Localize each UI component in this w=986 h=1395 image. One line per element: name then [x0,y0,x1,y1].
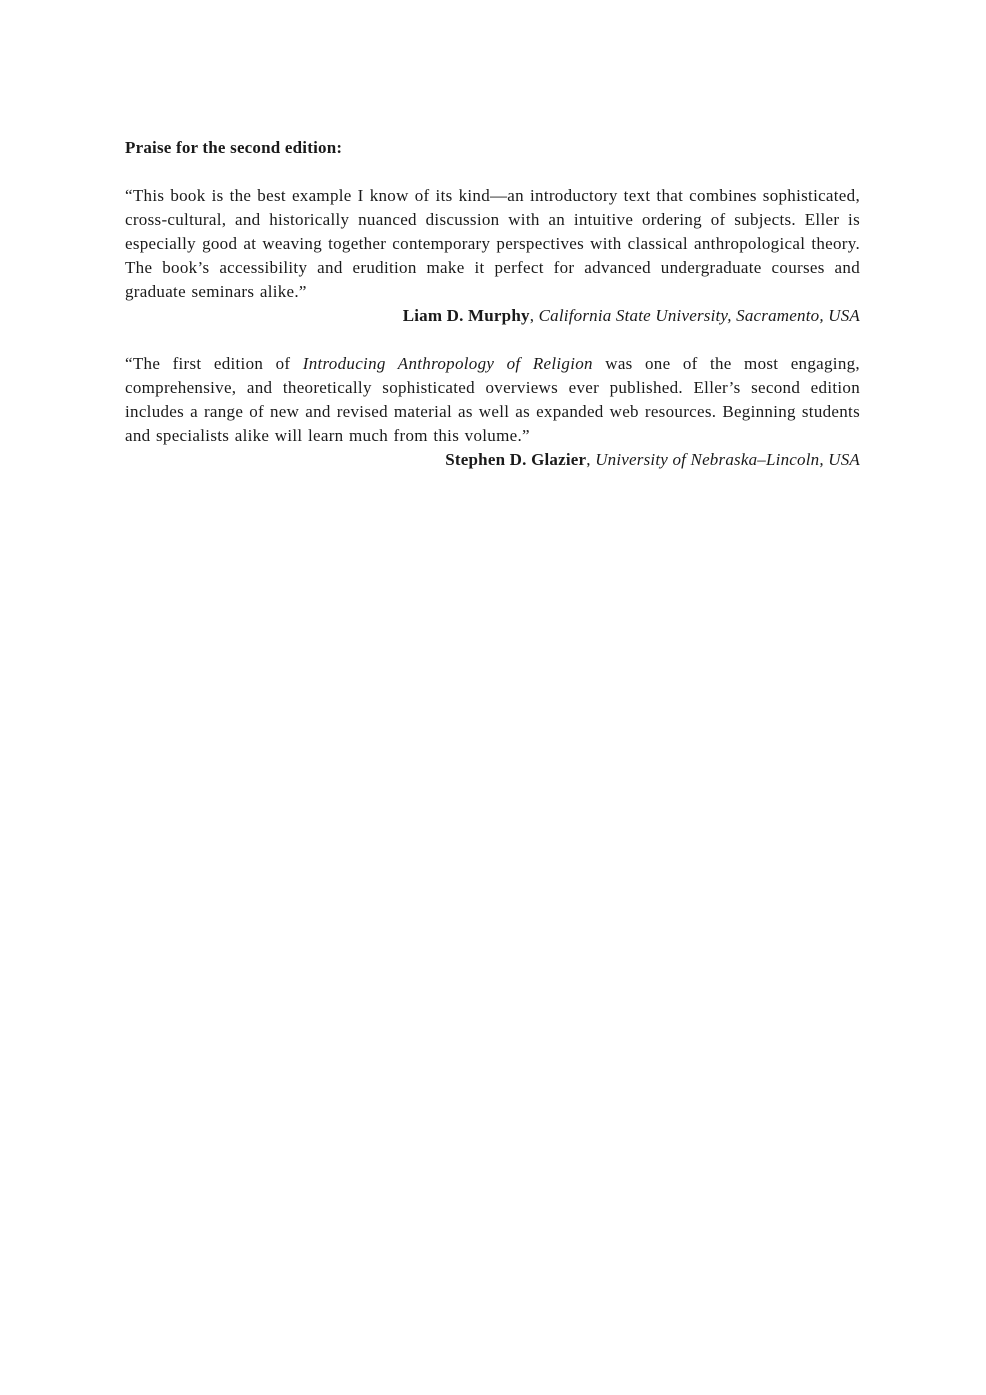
praise-heading: Praise for the second edition: [125,138,343,157]
review-2 [125,352,860,472]
praise-page [125,136,860,496]
review-1-affiliation: California State University, Sacramento, USA [538,306,860,325]
review-1-attribution: Liam D. Murphy, California State University, Sacramento, USA [402,306,860,325]
review-2-attribution: Stephen D. Glazier, University of Nebraska–Lincoln, USA [445,450,860,469]
review-2-quote-before: “The first edition of [125,354,303,373]
review-1-name: Liam D. Murphy [402,306,530,325]
review-2-quote [125,352,860,448]
review-1-quote: “This book is the best example I know of its kind—an introductory text that combines sophisticated, cross-cultural, and historically nuanced discussion with an intuitive ordering of subjects. Eller is especially good at weaving together contemporary perspectives with classical anthropological theory. The book’s accessibility and erudition make it perfect for advanced undergraduate courses and graduate seminars alike.” [125,186,860,301]
review-2-name: Stephen D. Glazier [445,450,587,469]
review-2-affiliation: University of Nebraska–Lincoln, USA [595,450,860,469]
review-2-quote-after: was one of the most engaging, comprehensive, and theoretically sophisticated overviews ever published. Eller’s second edition includes a range of new and revised material as well as expanded web resources. Beginning students and specialists alike will learn much from this volume.” [125,354,860,445]
review-2-book-title: Introducing Anthropology of Religion [302,354,593,373]
review-1 [125,184,860,328]
